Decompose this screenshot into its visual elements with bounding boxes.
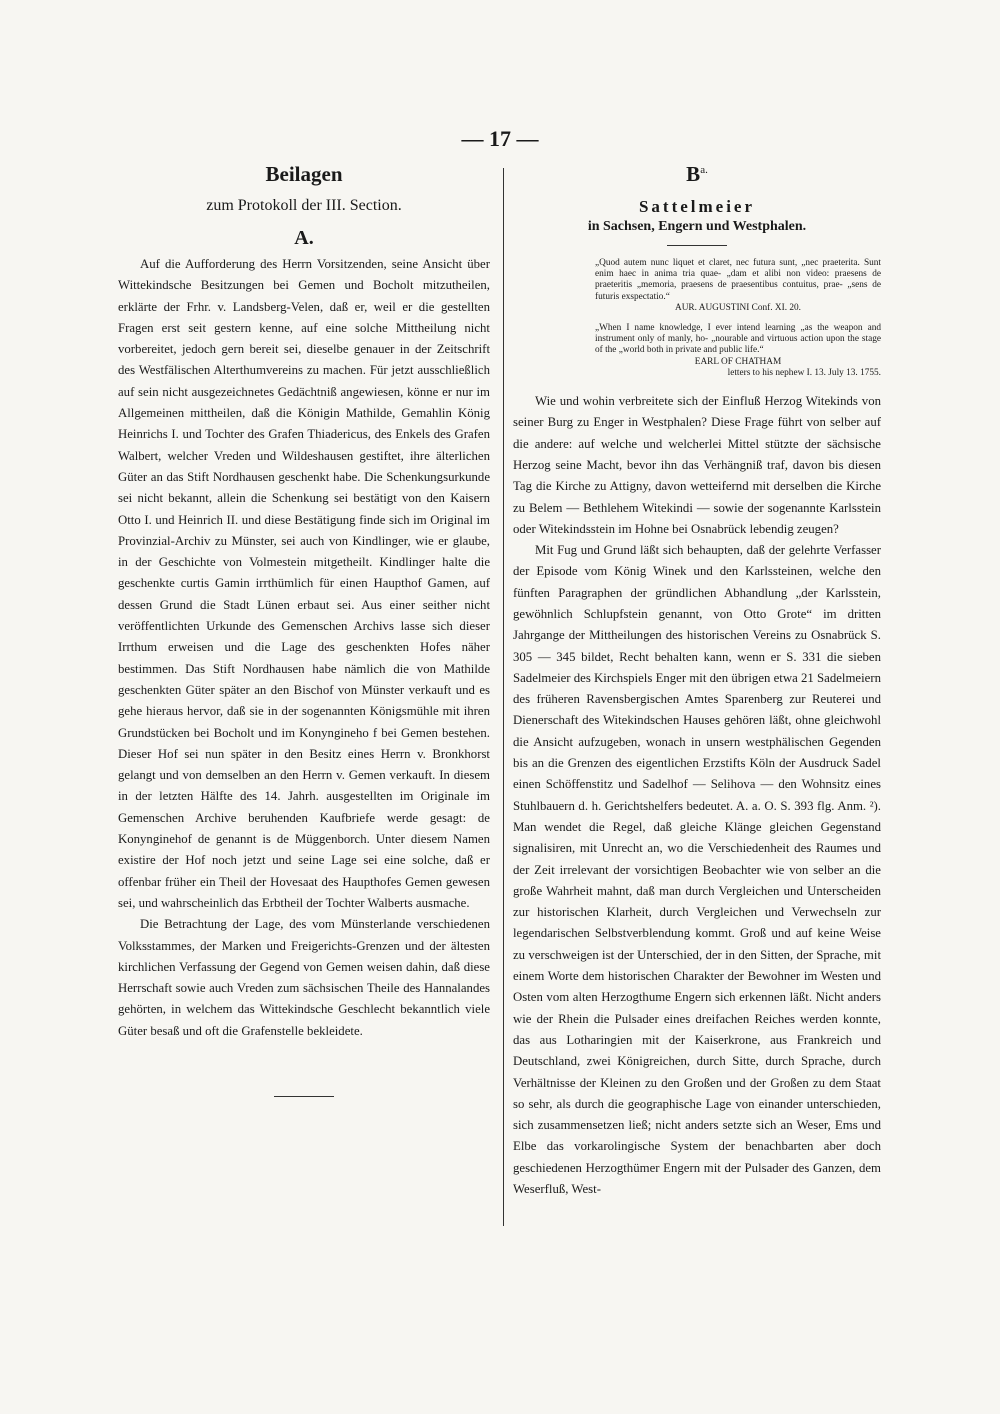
right-paragraph-2: Mit Fug und Grund läßt sich behaupten, daß der gelehrte Verfasser der Episode vom König Winek und den Karlssteinen, welche den fünften Paragraphen der gründlichen Abhandlung „der Karlsstein, gewöhnlich Schlupfstein genannt, von Otto Grote“ im dritten Jahrgange der Mittheilungen des historischen Vereins zu Osnabrück S. 305 — 345 bildet, Recht behalten kann, wenn er S. 331 die sieben Sadelmeier des Kirchspiels Enger mit den übrigen etwa 21 Sadelmeiern des früheren Ravensbergischen Amtes Sparenberg zur Reuterei und Dienerschaft des Witekindschen Hauses gehören läßt, ohne gleichwohl die Ansicht aufzugeben, wonach in unsern westphälischen Gegenden bis an die Grenzen des eigentlichen Erzstifts Köln der Ausdruck Sadel einen Schöffenstitz und Sadelhof — Selihova — den Wohnsitz eines Stuhlbauern d. h. Gerichtshelfers bedeutet. A. a. O. S. 393 flg. Anm. ²). Man wendet die Regel, daß gleiche Klänge gleichen Gegenstand signalisiren, mit Unrecht an, wo die Verschiedenheit des Raumes und der Zeit irrelevant der vorsichtigen Beobachter wie von selber an die große Wahrheit mahnt, daß man durch Vergleichen und Unterscheiden zur historischen Klarheit, durch Vergleichen und Verwechseln zur legendarischen Selbstverblendung kommt. Groß und auf keine Weise zu verschweigen ist der Unterschied, der in den Sitten, der Sprache, mit einem Worte dem historischen Charakter der Bewohner im Westen und Osten vom alten Herzogthume Engern sich erkennen läßt. Nicht anders wie der Rhein die Pulsader eines dreifachen Reiches werden konnte, das aus Lotharingien mit der Kaiserkrone, aus Frankreich und Deutschland, zwei Königreichen, durch Sitte, durch Sprache, durch Verhältnisse der Kleinen zu den Großen und der Großen zu dem Staat so sehr, als durch die geographische Lage von einander unterschieden, sich zusammensetzen ließ; nicht anders setzte sich an Weser, Ems und Elbe das vorkarolingische System der benachbarten aber doch geschiedenen Herzogthümer Engern mit der Pulsader des Ganzen, dem Weserfluß, West- xyxy=(513,543,881,1197)
right-subtitle: in Sachsen, Engern und Westphalen. xyxy=(587,219,807,234)
right-column xyxy=(513,162,881,1200)
end-rule xyxy=(274,1096,334,1097)
epigraph-chatham-attribution: EARL OF CHATHAM xyxy=(694,356,782,367)
left-title: Beilagen xyxy=(265,162,343,186)
left-column xyxy=(118,162,490,1097)
epigraph-augustine: „Quod autem nunc liquet et claret, nec futura sunt, „nec praeterita. Sunt enim haec in anima tria quae- „dam et alibi non video: praesens de praeteritis „memoria, praesens de praesentibus contuitus, prae- „sens de futuris exspectatio.“ xyxy=(595,258,881,302)
epigraph-block xyxy=(595,258,881,379)
right-title: Sattelmeier xyxy=(638,197,756,216)
left-paragraph-1: Auf die Aufforderung des Herrn Vorsitzenden, seine Ansicht über Wittekindsche Besitzungen bei Gemen und Bocholt mitzutheilen, erklärte der Frhr. v. Landsberg-Velen, daß er, weil er die gestellten Fragen erst seit gestern kenne, auf eine solche Mittheilung nicht vorbereitet, jedoch gern bereit sei, dieselbe genauer in der Zeitschrift des Westfälischen Alterthumvereins zu machen. Für jetzt ausschließlich auf sein nicht ausgezeichnetes Gedächtniß angewiesen, könne er nur im Allgemeinen mittheilen, daß die Königin Mathilde, Gemahlin König Heinrichs I. und Tochter des Grafen Thiadericus, des Enkels des Grafen Walbert, welcher Vreden und Wildeshausen gestiftet, ihre älterlichen Güter an das Stift Nordhausen geschenkt habe. Die Schenkungsurkunde sei nicht bekannt, allein die Schenkung sei bestätigt von den Kaisern Otto I. und Heinrich II. und diese Bestätigung finde sich im Original im Provinzial-Archiv zu Münster, sei auch von Kindlinger, wie er glaube, in der Geschichte von Volmestein mitgetheilt. Kindlinger halte die geschenkte curtis Gamin irrthümlich für einen Haupthof Gamen, auf dessen Grund die Stadt Lünen erbaut sei. Aus einer seither nicht veröffentlichten Urkunde des Gemenschen Archivs lasse sich dieser Irrthum erweisen und die Lage des geschenkten Hofes näher bestimmen. Das Stift Nordhausen habe nämlich die von Mathilde geschenkten Güter später an den Bischof von Münster verkauft und es gehe hieraus hervor, daß sie in der sogenannten Königsmühle mit ihren Grundstücken bei Bocholt und im Konyngineho f bei Gemen bestehen. Dieser Hof sei nun später in den Besitz eines Herrn v. Bronkhorst gelangt und von demselben an den Herrn v. Gemen verkauft. In diesem in der letzten Hälfte des 14. Jahrh. ausgestellten im Originale im Gemenschen Archive beruhenden Kaufbriefe werde gesagt: de Konynginehof de genannt is de Müggenborch. Unter diesem Namen existire der Hof noch jetzt und seine Lage sei eine solche, daß er offenbar früher ein Theil der Hovesaat des Haupthofes Gemen gewesen sei, und wahrscheinlich das Erbtheil der Tochter Walberts ausmache. xyxy=(118,257,490,910)
column-divider xyxy=(503,168,504,1226)
right-paragraph-1: Wie und wohin verbreitete sich der Einfluß Herzog Witekinds von seiner Burg zu Enger in Westphalen? Diese Frage führt von selber auf die andere: auf welche und welcherlei Mittel stützte der sächsische Herzog seine Macht, bevor ihn das Verhängniß traf, davon bis diesen Tag die Kirche zu Attigny, davon wetteifernd mit derselben die Kirche zu Belem — Bethlehem Witekindi — sowie der sogenannte Karlsstein oder Witekindsstein im Hohne bei Osnabrück lebendig zeugen? xyxy=(513,394,881,536)
left-paragraph-2: Die Betrachtung der Lage, des vom Münsterlande verschiedenen Volksstammes, der Marken und Freigerichts-Grenzen und der ältesten kirchlichen Verfassung der Gegend von Gemen weisen dahin, daß diese Herrschaft sowie auch Vreden zum sächsischen Theile des Hannalandes gehörten, in welchem das Wittekindsche Geschlecht bekanntlich viele Güter besaß und oft die Grafenstelle bekleidete. xyxy=(118,917,490,1038)
section-letter-ba: $B^{a.}$ xyxy=(686,162,708,186)
left-subtitle: zum Protokoll der III. Section. xyxy=(206,197,402,214)
page-number: — 17 — xyxy=(461,126,539,151)
epigraph-chatham-source: letters to his nephew I. 13. July 13. 1755. xyxy=(727,367,881,378)
section-letter-a: A. xyxy=(294,227,314,249)
title-rule xyxy=(667,245,727,246)
epigraph-chatham: „When I name knowledge, I ever intend learning „as the weapon and instrument only of manly, ho- „nourable and virtuous action upon the stage of the „world both in private and public life.“ xyxy=(595,323,881,356)
epigraph-augustine-attribution: AUR. AUGUSTINI Conf. XI. 20. xyxy=(674,302,802,313)
